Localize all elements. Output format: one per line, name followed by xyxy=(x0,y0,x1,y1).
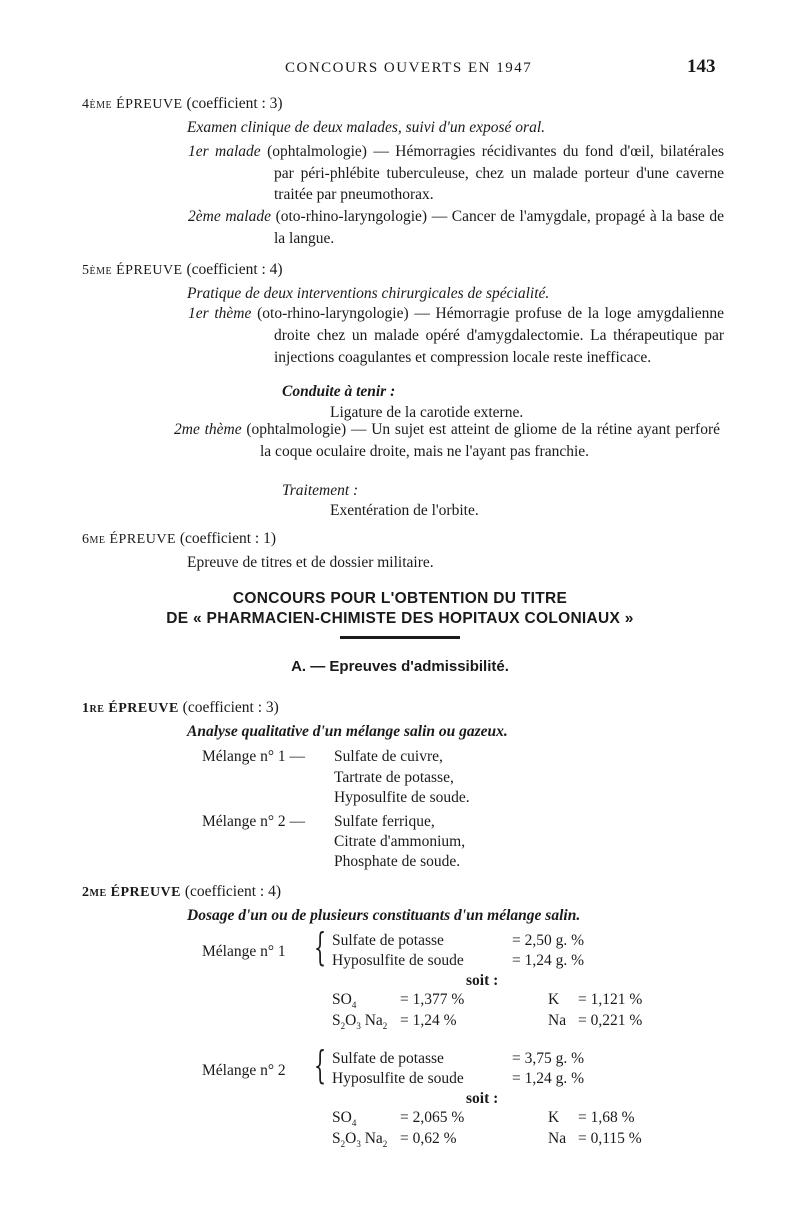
melange-1-item-2: Tartrate de potasse, xyxy=(334,769,454,786)
element-na: Na xyxy=(548,1130,567,1147)
component-2: Hyposulfite de soude xyxy=(332,952,464,969)
result-k: = 1,121 % xyxy=(578,991,643,1008)
melange-2-label: Mélange n° 2 xyxy=(202,1062,286,1079)
soit-label: soit : xyxy=(466,972,499,989)
melange-2-item-3: Phosphate de soude. xyxy=(334,853,461,870)
theme-2 xyxy=(174,419,720,463)
malade-1 xyxy=(188,141,725,206)
ligature-text: Ligature de la carotide externe. xyxy=(330,404,524,421)
element-k: K xyxy=(548,1109,560,1126)
formula-so4: $SO_4$ xyxy=(332,1109,357,1129)
running-title: CONCOURS OUVERTS EN 1947 xyxy=(285,60,533,76)
result-na: = 0,115 % xyxy=(578,1130,642,1147)
item-label: 2ème malade xyxy=(188,208,271,225)
item-text: (ophtalmologie) — Un sujet est atteint de gliome de la rétine ayant perforé la coque oculaire droite, mais ne l'ayant pas franchie. xyxy=(241,421,720,460)
soit-label: soit : xyxy=(466,1090,499,1107)
formula-so4: $SO_4$ xyxy=(332,991,357,1011)
coefficient: (coefficient : 4) xyxy=(184,883,282,900)
result-k: = 1,68 % xyxy=(578,1109,635,1126)
section-title-line-2: DE « PHARMACIEN-CHIMISTE DES HOPITAUX COLONIAUX » xyxy=(166,610,634,627)
item-text: (oto-rhino-laryngologie) — Cancer de l'amygdale, propagé à la base de la langue. xyxy=(270,208,724,247)
malade-2 xyxy=(188,206,724,249)
traitement-label: Traitement : xyxy=(282,482,359,499)
value-1: = 3,75 g. % xyxy=(512,1050,585,1067)
element-na: Na xyxy=(548,1012,567,1029)
epreuve-subtitle: Dosage d'un ou de plusieurs constituants d'un mélange salin. xyxy=(187,907,581,924)
value-2: = 1,24 g. % xyxy=(512,1070,585,1087)
epreuve-6-heading xyxy=(82,528,276,551)
melange-2-item-1: Sulfate ferrique, xyxy=(334,813,435,830)
page-number: 143 xyxy=(687,56,716,77)
item-label: 1er thème xyxy=(188,305,252,322)
epreuve-subtitle: Pratique de deux interventions chirurgicales de spécialité. xyxy=(187,285,550,302)
melange-1-item-1: Sulfate de cuivre, xyxy=(334,748,443,765)
brace: { xyxy=(314,925,327,969)
item-label: 2me thème xyxy=(174,421,242,438)
result-so4: = 1,377 % xyxy=(400,991,465,1008)
value-2: = 1,24 g. % xyxy=(512,952,585,969)
component-1: Sulfate de potasse xyxy=(332,1050,444,1067)
epreuve-label: 1re ÉPREUVE xyxy=(82,701,179,716)
melange-1-label: Mélange n° 1 xyxy=(202,943,286,960)
conduite-label: Conduite à tenir : xyxy=(282,383,396,400)
theme-1 xyxy=(188,303,724,369)
item-label: 1er malade xyxy=(188,143,261,160)
item-text: (ophtalmologie) — Hémorragies récidivantes du fond d'œil, bilatérales par péri-phlébite tuberculeuse, chez un malade porteur d'une caverne traitée par pneumothorax. xyxy=(260,143,725,203)
epreuve-subtitle: Examen clinique de deux malades, suivi d'un exposé oral. xyxy=(187,119,545,136)
subsection-title: A. — Epreuves d'admissibilité. xyxy=(291,658,509,675)
result-s2o3na2: = 0,62 % xyxy=(400,1130,457,1147)
result-na: = 0,221 % xyxy=(578,1012,643,1029)
epreuve-subtitle: Analyse qualitative d'un mélange salin ou gazeux. xyxy=(187,723,508,740)
formula-s2o3na2: $S_2O_3$ $Na_2$ xyxy=(332,1012,388,1032)
brace: { xyxy=(314,1043,327,1087)
result-s2o3na2: = 1,24 % xyxy=(400,1012,457,1029)
formula-s2o3na2: $S_2O_3$ $Na_2$ xyxy=(332,1130,388,1150)
component-2: Hyposulfite de soude xyxy=(332,1070,464,1087)
epreuve-4-heading xyxy=(82,93,283,116)
section-divider xyxy=(340,636,460,639)
value-1: = 2,50 g. % xyxy=(512,932,585,949)
epreuve-label: 4ème ÉPREUVE xyxy=(82,97,183,112)
epreuve-label: 2me ÉPREUVE xyxy=(82,885,182,900)
coefficient: (coefficient : 3) xyxy=(186,95,283,112)
coefficient: (coefficient : 3) xyxy=(182,699,279,716)
coefficient: (coefficient : 1) xyxy=(179,530,276,547)
melange-1-item-3: Hyposulfite de soude. xyxy=(334,789,470,806)
component-1: Sulfate de potasse xyxy=(332,932,444,949)
epreuve-5-heading xyxy=(82,259,283,282)
melange-1-label: Mélange n° 1 — xyxy=(202,748,306,765)
item-text: (oto-rhino-laryngologie) — Hémorragie profuse de la loge amygdalienne droite chez un malade opéré d'amygdalectomie. La thérapeutique par injections coagulantes et compression locale reste inefficace. xyxy=(251,305,724,366)
epreuve-1-heading xyxy=(82,697,279,720)
epreuve-label: 6me ÉPREUVE xyxy=(82,532,176,547)
epreuve-2-heading xyxy=(82,881,281,904)
melange-2-label: Mélange n° 2 — xyxy=(202,813,306,830)
epreuve-text: Epreuve de titres et de dossier militaire. xyxy=(187,554,434,571)
epreuve-label: 5ème ÉPREUVE xyxy=(82,263,183,278)
coefficient: (coefficient : 4) xyxy=(186,261,283,278)
section-title-line-1: CONCOURS POUR L'OBTENTION DU TITRE xyxy=(232,590,568,607)
exenteration-text: Exentération de l'orbite. xyxy=(330,502,479,519)
melange-2-item-2: Citrate d'ammonium, xyxy=(334,833,466,850)
result-so4: = 2,065 % xyxy=(400,1109,465,1126)
element-k: K xyxy=(548,991,560,1008)
